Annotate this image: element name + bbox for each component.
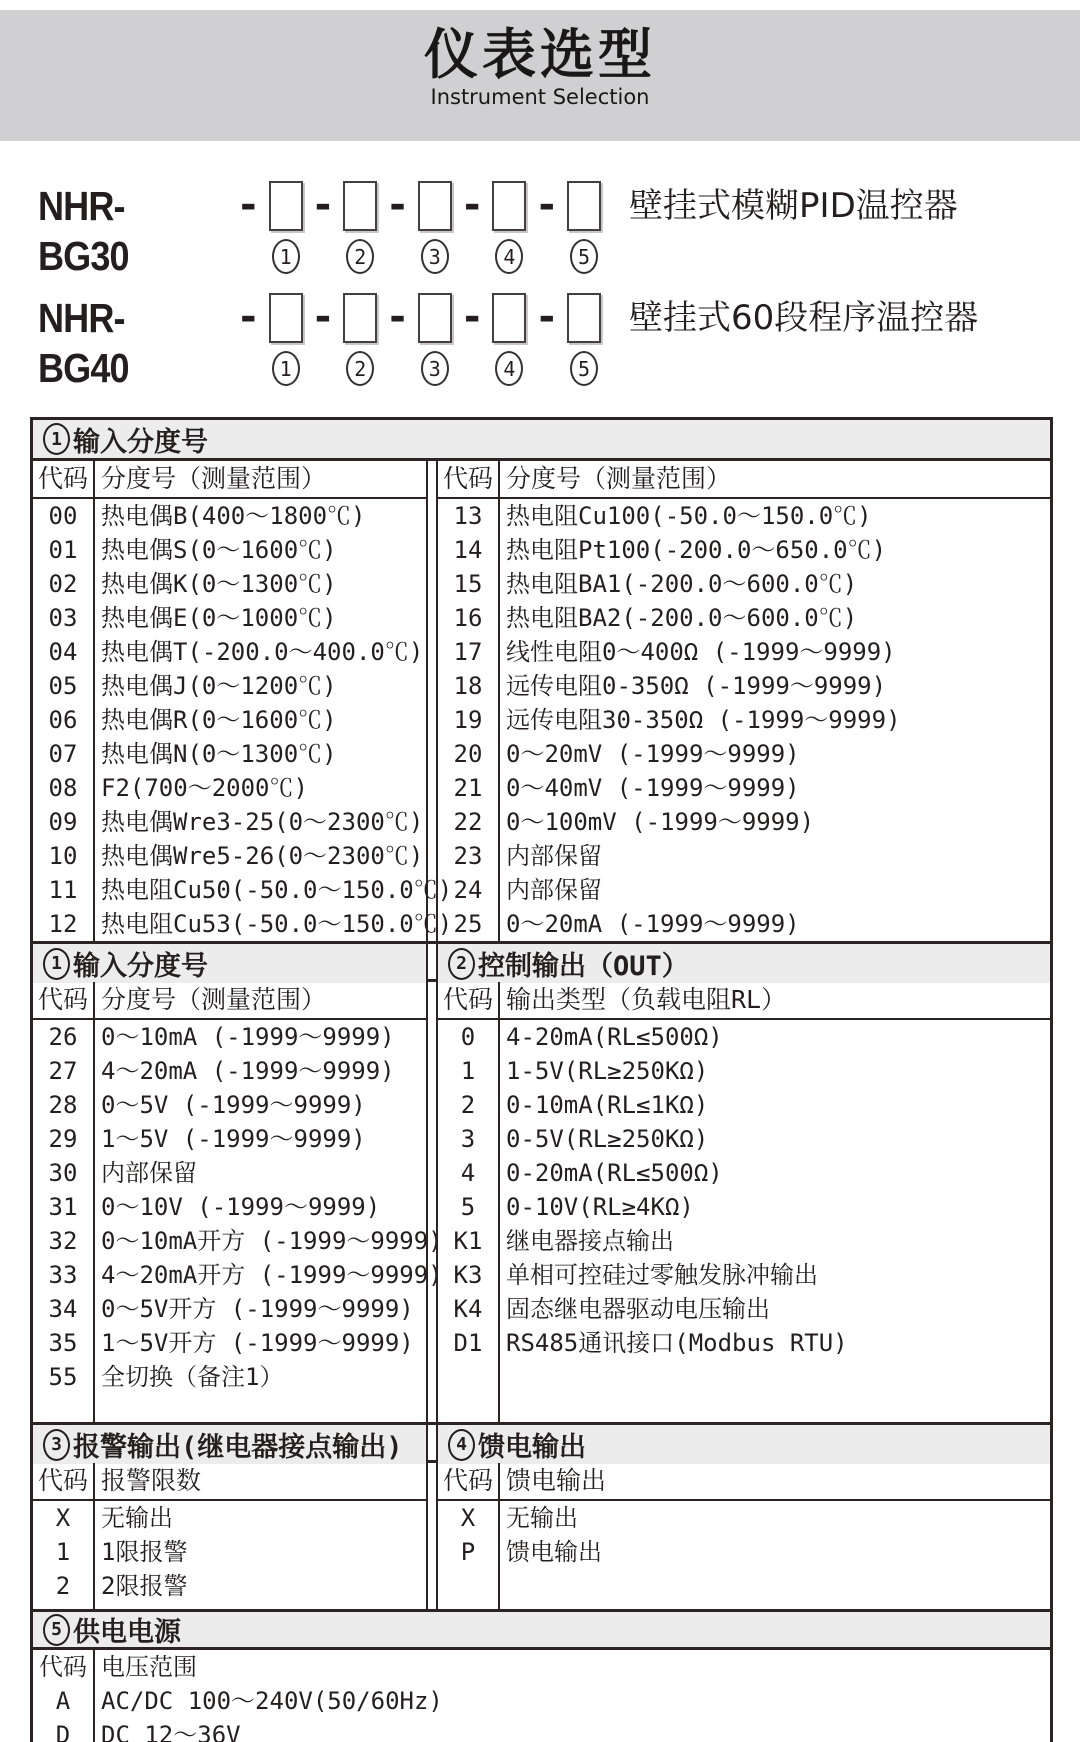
desc-cell: 0～10V (-1999～9999) — [101, 1193, 381, 1221]
code-cell: 55 — [48, 1363, 78, 1391]
desc-cell: 全切换（备注1） — [101, 1363, 284, 1391]
desc-cell: 4-20mA(RL≤500Ω) — [506, 1023, 723, 1051]
desc-cell: 热电偶Wre5-26(0～2300℃) — [101, 842, 424, 870]
code-cell: 02 — [48, 570, 78, 598]
code-cell: 34 — [48, 1295, 78, 1323]
code-header: 代码 — [442, 464, 493, 493]
position-circle: 1 — [272, 351, 300, 386]
table-row — [438, 635, 1050, 669]
code-cell: K3 — [453, 1261, 483, 1289]
code-cell: 3 — [460, 1125, 476, 1153]
dash: - — [538, 294, 556, 340]
desc-cell: 0-10mA(RL≤1KΩ) — [506, 1091, 709, 1119]
code-cell: 2 — [55, 1572, 71, 1600]
desc-cell: AC/DC 100～240V(50/60Hz) — [101, 1687, 443, 1715]
code-cell: 16 — [453, 604, 483, 632]
desc-cell: 热电阻BA2(-200.0～600.0℃) — [506, 604, 858, 632]
position-circle: 2 — [346, 351, 374, 386]
code-cell: 03 — [48, 604, 78, 632]
table-row — [438, 703, 1050, 737]
page-subtitle: Instrument Selection — [430, 85, 650, 109]
position-circle: 4 — [495, 239, 523, 274]
desc-header: 馈电输出 — [506, 1466, 607, 1495]
desc-cell: 0～100mV (-1999～9999) — [506, 808, 815, 836]
table-row — [33, 567, 426, 601]
desc-cell: 0～40mV (-1999～9999) — [506, 774, 800, 802]
code-cell: 14 — [453, 536, 483, 564]
desc-cell: 无输出 — [101, 1504, 173, 1532]
code-slot-5 — [567, 293, 601, 386]
table-row — [33, 1258, 443, 1292]
model-description: 壁挂式60段程序温控器 — [629, 298, 979, 338]
desc-cell: 热电偶J(0～1200℃) — [101, 672, 337, 700]
table-row — [33, 1326, 426, 1360]
code-cell: 33 — [48, 1261, 78, 1289]
section5-body — [33, 1650, 1050, 1742]
code-slot-1 — [269, 293, 303, 386]
table-row — [33, 771, 426, 805]
code-cell: 18 — [453, 672, 483, 700]
dash: - — [389, 294, 406, 340]
desc-cell: 1～5V (-1999～9999) — [101, 1125, 366, 1153]
table-row — [33, 907, 453, 941]
model-description: 壁挂式模糊PID温控器 — [629, 186, 958, 226]
desc-cell: 0～20mV (-1999～9999) — [506, 740, 800, 768]
table-row — [438, 805, 1050, 839]
code-cell: 5 — [460, 1193, 476, 1221]
table-row — [33, 533, 426, 567]
table-row — [33, 1718, 1050, 1742]
code-box — [343, 181, 377, 231]
table-row — [33, 601, 426, 635]
table-row — [33, 703, 426, 737]
code-cell: 00 — [48, 502, 78, 530]
position-circle: 5 — [570, 351, 598, 386]
circled-number-icon: 5 — [43, 1614, 70, 1646]
code-cell: 29 — [48, 1125, 78, 1153]
table-row — [438, 669, 1050, 703]
code-cell: D1 — [453, 1329, 483, 1357]
circled-number-icon: 1 — [43, 423, 70, 455]
code-cell: 19 — [453, 706, 483, 734]
desc-header: 报警限数 — [101, 1466, 202, 1495]
code-cell: 13 — [453, 502, 483, 530]
desc-cell: 内部保留 — [506, 842, 602, 870]
table-row — [438, 1224, 1050, 1258]
desc-cell: 4～20mA开方 (-1999～9999) — [101, 1261, 443, 1289]
table-row — [33, 1535, 426, 1569]
desc-cell: 0-10V(RL≥4KΩ) — [506, 1193, 694, 1221]
table-row — [33, 1224, 443, 1258]
code-cell: 17 — [453, 638, 483, 666]
model-row-bg40 — [38, 293, 1080, 393]
code-cell: 05 — [48, 672, 78, 700]
desc-cell: 0～10mA开方 (-1999～9999) — [101, 1227, 443, 1255]
desc-header: 分度号（测量范围） — [101, 464, 327, 493]
column-header-row — [438, 1463, 1050, 1501]
section3-title — [33, 1422, 1050, 1463]
code-header: 代码 — [39, 1653, 87, 1681]
table-row — [438, 499, 1050, 533]
desc-cell: 热电偶Wre3-25(0～2300℃) — [101, 808, 424, 836]
section1-body — [33, 461, 1050, 941]
model-name: NHR-BG40 — [38, 295, 129, 391]
table-row — [33, 1501, 426, 1535]
table-row — [438, 907, 1050, 941]
desc-cell: 热电阻Cu100(-50.0～150.0℃) — [506, 502, 872, 530]
code-box — [567, 181, 601, 231]
code-cell: 30 — [48, 1159, 78, 1187]
desc-header: 分度号（测量范围） — [101, 985, 327, 1014]
desc-cell: 2限报警 — [101, 1572, 188, 1600]
table-row — [33, 1569, 426, 1603]
code-cell: K1 — [453, 1227, 483, 1255]
table-row — [33, 737, 426, 771]
position-circle: 4 — [495, 351, 523, 386]
selection-table — [30, 417, 1053, 1742]
code-cell: 12 — [48, 910, 78, 938]
circled-number-icon: 2 — [448, 948, 475, 980]
code-cell: 04 — [48, 638, 78, 666]
code-cell: 11 — [48, 876, 78, 904]
table-row — [33, 1020, 426, 1054]
code-cell: D — [55, 1721, 71, 1742]
desc-header: 输出类型（负载电阻RL） — [506, 985, 787, 1014]
table-row — [438, 1054, 1050, 1088]
desc-cell: 热电阻BA1(-200.0～600.0℃) — [506, 570, 858, 598]
column-gap — [428, 982, 436, 1422]
dash: - — [538, 182, 556, 228]
desc-header: 电压范围 — [101, 1653, 197, 1681]
table-row — [33, 1190, 426, 1224]
desc-cell: 0～5V开方 (-1999～9999) — [101, 1295, 414, 1323]
page-title: 仪表选型 — [424, 23, 656, 86]
code-box — [418, 181, 452, 231]
table-row — [438, 601, 1050, 635]
section3-right-subtable — [436, 1463, 1050, 1609]
column-header-row — [33, 1463, 426, 1501]
desc-cell: 无输出 — [506, 1504, 578, 1532]
model-coding-area — [38, 181, 1080, 393]
desc-cell: 0-20mA(RL≤500Ω) — [506, 1159, 723, 1187]
desc-cell: 线性电阻0～400Ω (-1999～9999) — [506, 638, 896, 666]
code-cell: 22 — [453, 808, 483, 836]
table-row — [438, 1122, 1050, 1156]
table-row — [438, 1326, 1050, 1360]
section2-right-title: 2 控制输出（OUT） — [436, 944, 1050, 983]
table-row — [33, 635, 426, 669]
code-cell: 26 — [48, 1023, 78, 1051]
desc-cell: 热电偶K(0～1300℃) — [101, 570, 337, 598]
code-cell: K4 — [453, 1295, 483, 1323]
position-circle: 1 — [272, 239, 300, 274]
code-box — [343, 293, 377, 343]
desc-cell: 远传电阻30-350Ω (-1999～9999) — [506, 706, 901, 734]
code-cell: 08 — [48, 774, 78, 802]
desc-cell: 单相可控硅过零触发脉冲输出 — [506, 1261, 818, 1289]
table-row — [33, 1122, 426, 1156]
desc-cell: 热电偶B(400～1800℃) — [101, 502, 366, 530]
code-slot-4 — [492, 293, 526, 386]
column-header-row — [438, 982, 1050, 1020]
code-cell: 2 — [460, 1091, 476, 1119]
table-row — [438, 873, 1050, 907]
code-cell: 32 — [48, 1227, 78, 1255]
code-slot-3 — [418, 181, 452, 274]
desc-cell: 1-5V(RL≥250KΩ) — [506, 1057, 709, 1085]
code-cell: 10 — [48, 842, 78, 870]
desc-cell: 热电偶R(0～1600℃) — [101, 706, 337, 734]
code-slot-2 — [343, 293, 377, 386]
section3-left-title: 3 报警输出(继电器接点输出) — [33, 1425, 428, 1464]
desc-cell: 热电阻Cu53(-50.0～150.0℃) — [101, 910, 453, 938]
position-circle: 3 — [421, 239, 449, 274]
code-box — [492, 293, 526, 343]
table-row — [33, 669, 426, 703]
code-cell: P — [460, 1538, 476, 1566]
desc-cell: 继电器接点输出 — [506, 1227, 674, 1255]
desc-header: 分度号（测量范围） — [506, 464, 732, 493]
circled-number-icon: 4 — [448, 1429, 475, 1461]
code-header: 代码 — [37, 985, 88, 1014]
code-box — [269, 181, 303, 231]
column-gap — [428, 461, 436, 941]
code-header: 代码 — [37, 464, 88, 493]
table-row — [33, 1054, 426, 1088]
section2-title — [33, 941, 1050, 982]
desc-cell: 内部保留 — [101, 1159, 197, 1187]
position-circle: 2 — [346, 239, 374, 274]
table-row — [438, 1292, 1050, 1326]
code-header: 代码 — [442, 1466, 493, 1495]
code-cell: 25 — [453, 910, 483, 938]
code-cell: 23 — [453, 842, 483, 870]
desc-cell: 热电偶T(-200.0～400.0℃) — [101, 638, 424, 666]
table-row — [33, 873, 453, 907]
section1-title: 1 输入分度号 — [33, 420, 1050, 461]
dash: - — [240, 294, 257, 340]
section1-right-subtable — [436, 461, 1050, 941]
section2-left-title: 1 输入分度号 — [33, 944, 428, 983]
table-row — [438, 533, 1050, 567]
column-header-row — [33, 461, 426, 499]
column-gap — [428, 1463, 436, 1609]
table-row — [33, 1684, 1050, 1718]
desc-cell: 远传电阻0-350Ω (-1999～9999) — [506, 672, 887, 700]
table-row — [438, 1501, 1050, 1535]
desc-cell: 0～5V (-1999～9999) — [101, 1091, 366, 1119]
model-row-bg30 — [38, 181, 1080, 281]
section5-title: 5 供电电源 — [33, 1609, 1050, 1650]
column-header-row — [33, 982, 426, 1020]
table-row — [438, 1020, 1050, 1054]
desc-cell: 固态继电器驱动电压输出 — [506, 1295, 770, 1323]
desc-cell: F2(700～2000℃) — [101, 774, 308, 802]
dash: - — [240, 182, 257, 228]
code-box — [269, 293, 303, 343]
table-row — [438, 567, 1050, 601]
code-slot-2 — [343, 181, 377, 274]
code-header: 代码 — [37, 1466, 88, 1495]
code-cell: 27 — [48, 1057, 78, 1085]
code-cell: 24 — [453, 876, 483, 904]
code-cell: 1 — [55, 1538, 71, 1566]
table-row — [438, 737, 1050, 771]
table-row — [438, 1535, 1050, 1569]
section2-right-subtable — [436, 982, 1050, 1422]
dash: - — [314, 182, 332, 228]
code-box — [418, 293, 452, 343]
circled-number-icon: 1 — [43, 948, 70, 980]
desc-cell: 馈电输出 — [506, 1538, 602, 1566]
table-row — [33, 499, 426, 533]
table-row — [33, 1360, 426, 1394]
code-slot-5 — [567, 181, 601, 274]
code-cell: 06 — [48, 706, 78, 734]
table-row — [33, 1292, 426, 1326]
table-row — [33, 805, 426, 839]
section2-body — [33, 982, 1050, 1422]
code-cell: X — [460, 1504, 476, 1532]
dash: - — [314, 294, 332, 340]
section3-left-subtable — [33, 1463, 428, 1609]
code-cell: A — [55, 1687, 71, 1715]
code-cell: 0 — [460, 1023, 476, 1051]
table-row — [438, 771, 1050, 805]
dash: - — [463, 294, 481, 340]
code-cell: 1 — [460, 1057, 476, 1085]
code-cell: 15 — [453, 570, 483, 598]
desc-cell: 1限报警 — [101, 1538, 188, 1566]
code-slot-4 — [492, 181, 526, 274]
code-slot-3 — [418, 293, 452, 386]
code-cell: 28 — [48, 1091, 78, 1119]
code-cell: 4 — [460, 1159, 476, 1187]
desc-cell: 热电偶N(0～1300℃) — [101, 740, 337, 768]
column-header-row — [438, 461, 1050, 499]
table-row — [438, 1088, 1050, 1122]
table-row — [33, 1088, 426, 1122]
desc-cell: 热电阻Pt100(-200.0～650.0℃) — [506, 536, 887, 564]
code-cell: 35 — [48, 1329, 78, 1357]
position-circle: 5 — [570, 239, 598, 274]
desc-cell: 热电偶E(0～1000℃) — [101, 604, 337, 632]
table-row — [438, 1156, 1050, 1190]
desc-cell: 0～10mA (-1999～9999) — [101, 1023, 395, 1051]
desc-cell: 热电偶S(0～1600℃) — [101, 536, 337, 564]
code-cell: X — [55, 1504, 71, 1532]
desc-cell: RS485通讯接口(Modbus RTU) — [506, 1329, 848, 1357]
circled-number-icon: 3 — [43, 1429, 70, 1461]
section3-right-title: 4 馈电输出 — [436, 1425, 1050, 1464]
table-row — [438, 1258, 1050, 1292]
code-box — [492, 181, 526, 231]
desc-cell: DC 12～36V — [101, 1721, 241, 1742]
code-cell: 20 — [453, 740, 483, 768]
table-row — [438, 1190, 1050, 1224]
title-banner — [0, 10, 1080, 141]
code-header: 代码 — [442, 985, 493, 1014]
desc-cell: 热电阻Cu50(-50.0～150.0℃) — [101, 876, 453, 904]
code-cell: 07 — [48, 740, 78, 768]
code-cell: 21 — [453, 774, 483, 802]
desc-cell: 0-5V(RL≥250KΩ) — [506, 1125, 709, 1153]
section1-left-subtable — [33, 461, 453, 941]
desc-cell: 1～5V开方 (-1999～9999) — [101, 1329, 414, 1357]
desc-cell: 0～20mA (-1999～9999) — [506, 910, 800, 938]
table-row — [33, 1156, 426, 1190]
table-row — [438, 839, 1050, 873]
desc-cell: 内部保留 — [506, 876, 602, 904]
dash: - — [463, 182, 481, 228]
code-cell: 09 — [48, 808, 78, 836]
section3-body — [33, 1463, 1050, 1609]
code-slot-1 — [269, 181, 303, 274]
table-row — [33, 839, 426, 873]
code-box — [567, 293, 601, 343]
desc-cell: 4～20mA (-1999～9999) — [101, 1057, 395, 1085]
dash: - — [389, 182, 406, 228]
section2-left-subtable — [33, 982, 443, 1422]
column-header-row — [33, 1650, 1050, 1684]
model-name: NHR-BG30 — [38, 183, 129, 279]
code-cell: 01 — [48, 536, 78, 564]
position-circle: 3 — [421, 351, 449, 386]
code-cell: 31 — [48, 1193, 78, 1221]
